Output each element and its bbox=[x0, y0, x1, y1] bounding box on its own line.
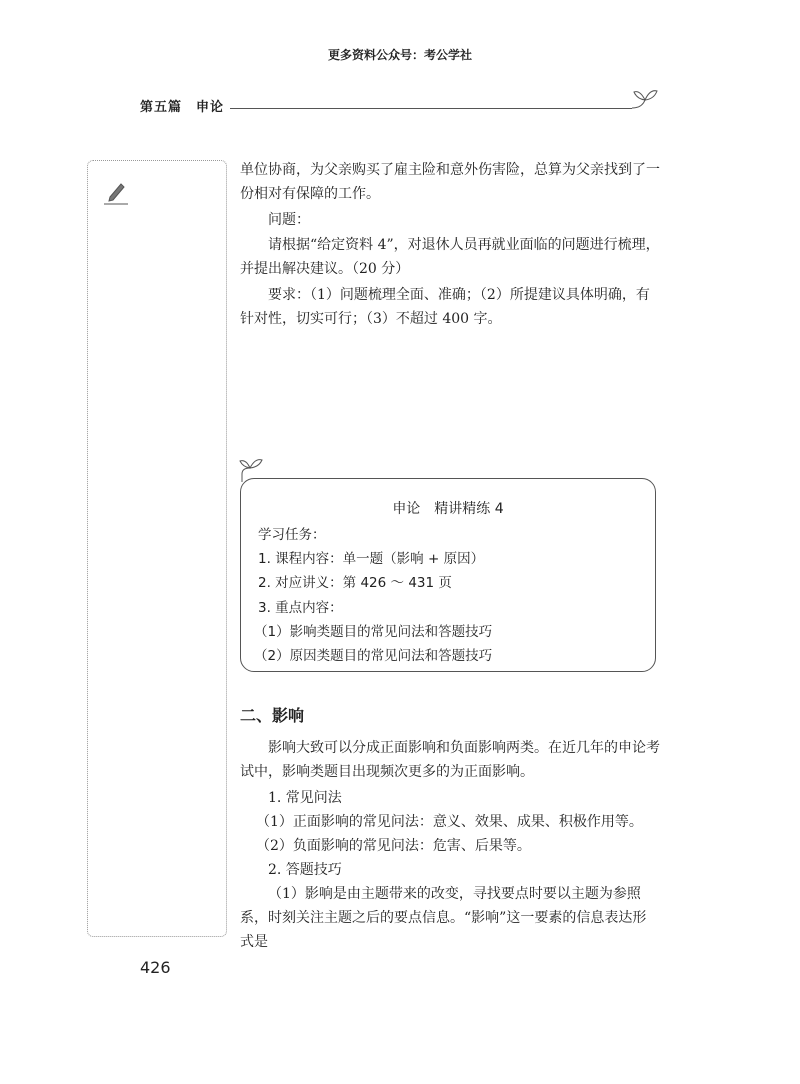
sprout-icon bbox=[630, 86, 660, 112]
section-heading: 二、影响 bbox=[240, 706, 305, 725]
question-text: 请根据“给定资料 4”，对退休人员再就业面临的问题进行梳理，并提出解决建议。（20 分） bbox=[240, 237, 660, 277]
chapter-rule bbox=[230, 108, 632, 109]
chapter-title: 第五篇 申论 bbox=[140, 100, 225, 115]
study-task-item: 1. 课程内容：单一题（影响 + 原因） bbox=[258, 551, 485, 567]
top-banner: 更多资料公众号：考公学社 bbox=[327, 48, 472, 62]
section-paragraph: （2）负面影响的常见问法：危害、后果等。 bbox=[256, 838, 531, 854]
study-task-item: 2. 对应讲义：第 426 ～ 431 页 bbox=[258, 575, 452, 591]
study-task-item: 3. 重点内容： bbox=[258, 600, 343, 616]
page-number: 426 bbox=[140, 958, 171, 977]
study-task-item: （1）影响类题目的常见问法和答题技巧 bbox=[254, 624, 493, 640]
study-box-title: 申论 精讲精练 4 bbox=[392, 501, 504, 517]
study-task-item: （2）原因类题目的常见问法和答题技巧 bbox=[254, 648, 493, 664]
chapter-header bbox=[140, 96, 660, 116]
subheading: 2. 答题技巧 bbox=[268, 862, 342, 878]
study-task-box bbox=[240, 478, 656, 672]
question-label: 问题： bbox=[268, 212, 310, 228]
study-task-heading: 学习任务： bbox=[258, 527, 326, 543]
section-paragraph: （1）正面影响的常见问法：意义、效果、成果、积极作用等。 bbox=[256, 814, 643, 830]
section-paragraph: 影响大致可以分成正面影响和负面影响两类。在近几年的申论考试中，影响类题目出现频次更多的为正面影响。 bbox=[240, 740, 660, 780]
notes-margin bbox=[87, 160, 227, 937]
requirements-text: 要求：（1）问题梳理全面、准确；（2）所提建议具体明确，有针对性，切实可行；（3）不超过 400 字。 bbox=[240, 287, 650, 327]
material-paragraph: 单位协商，为父亲购买了雇主险和意外伤害险，总算为父亲找到了一份相对有保障的工作。 bbox=[240, 162, 660, 202]
subheading: 1. 常见问法 bbox=[268, 790, 342, 806]
section-paragraph: （1）影响是由主题带来的改变，寻找要点时要以主题为参照系，时刻关注主题之后的要点信息。“影响”这一要素的信息表达形式是 bbox=[240, 886, 647, 950]
pencil-icon bbox=[102, 178, 130, 206]
